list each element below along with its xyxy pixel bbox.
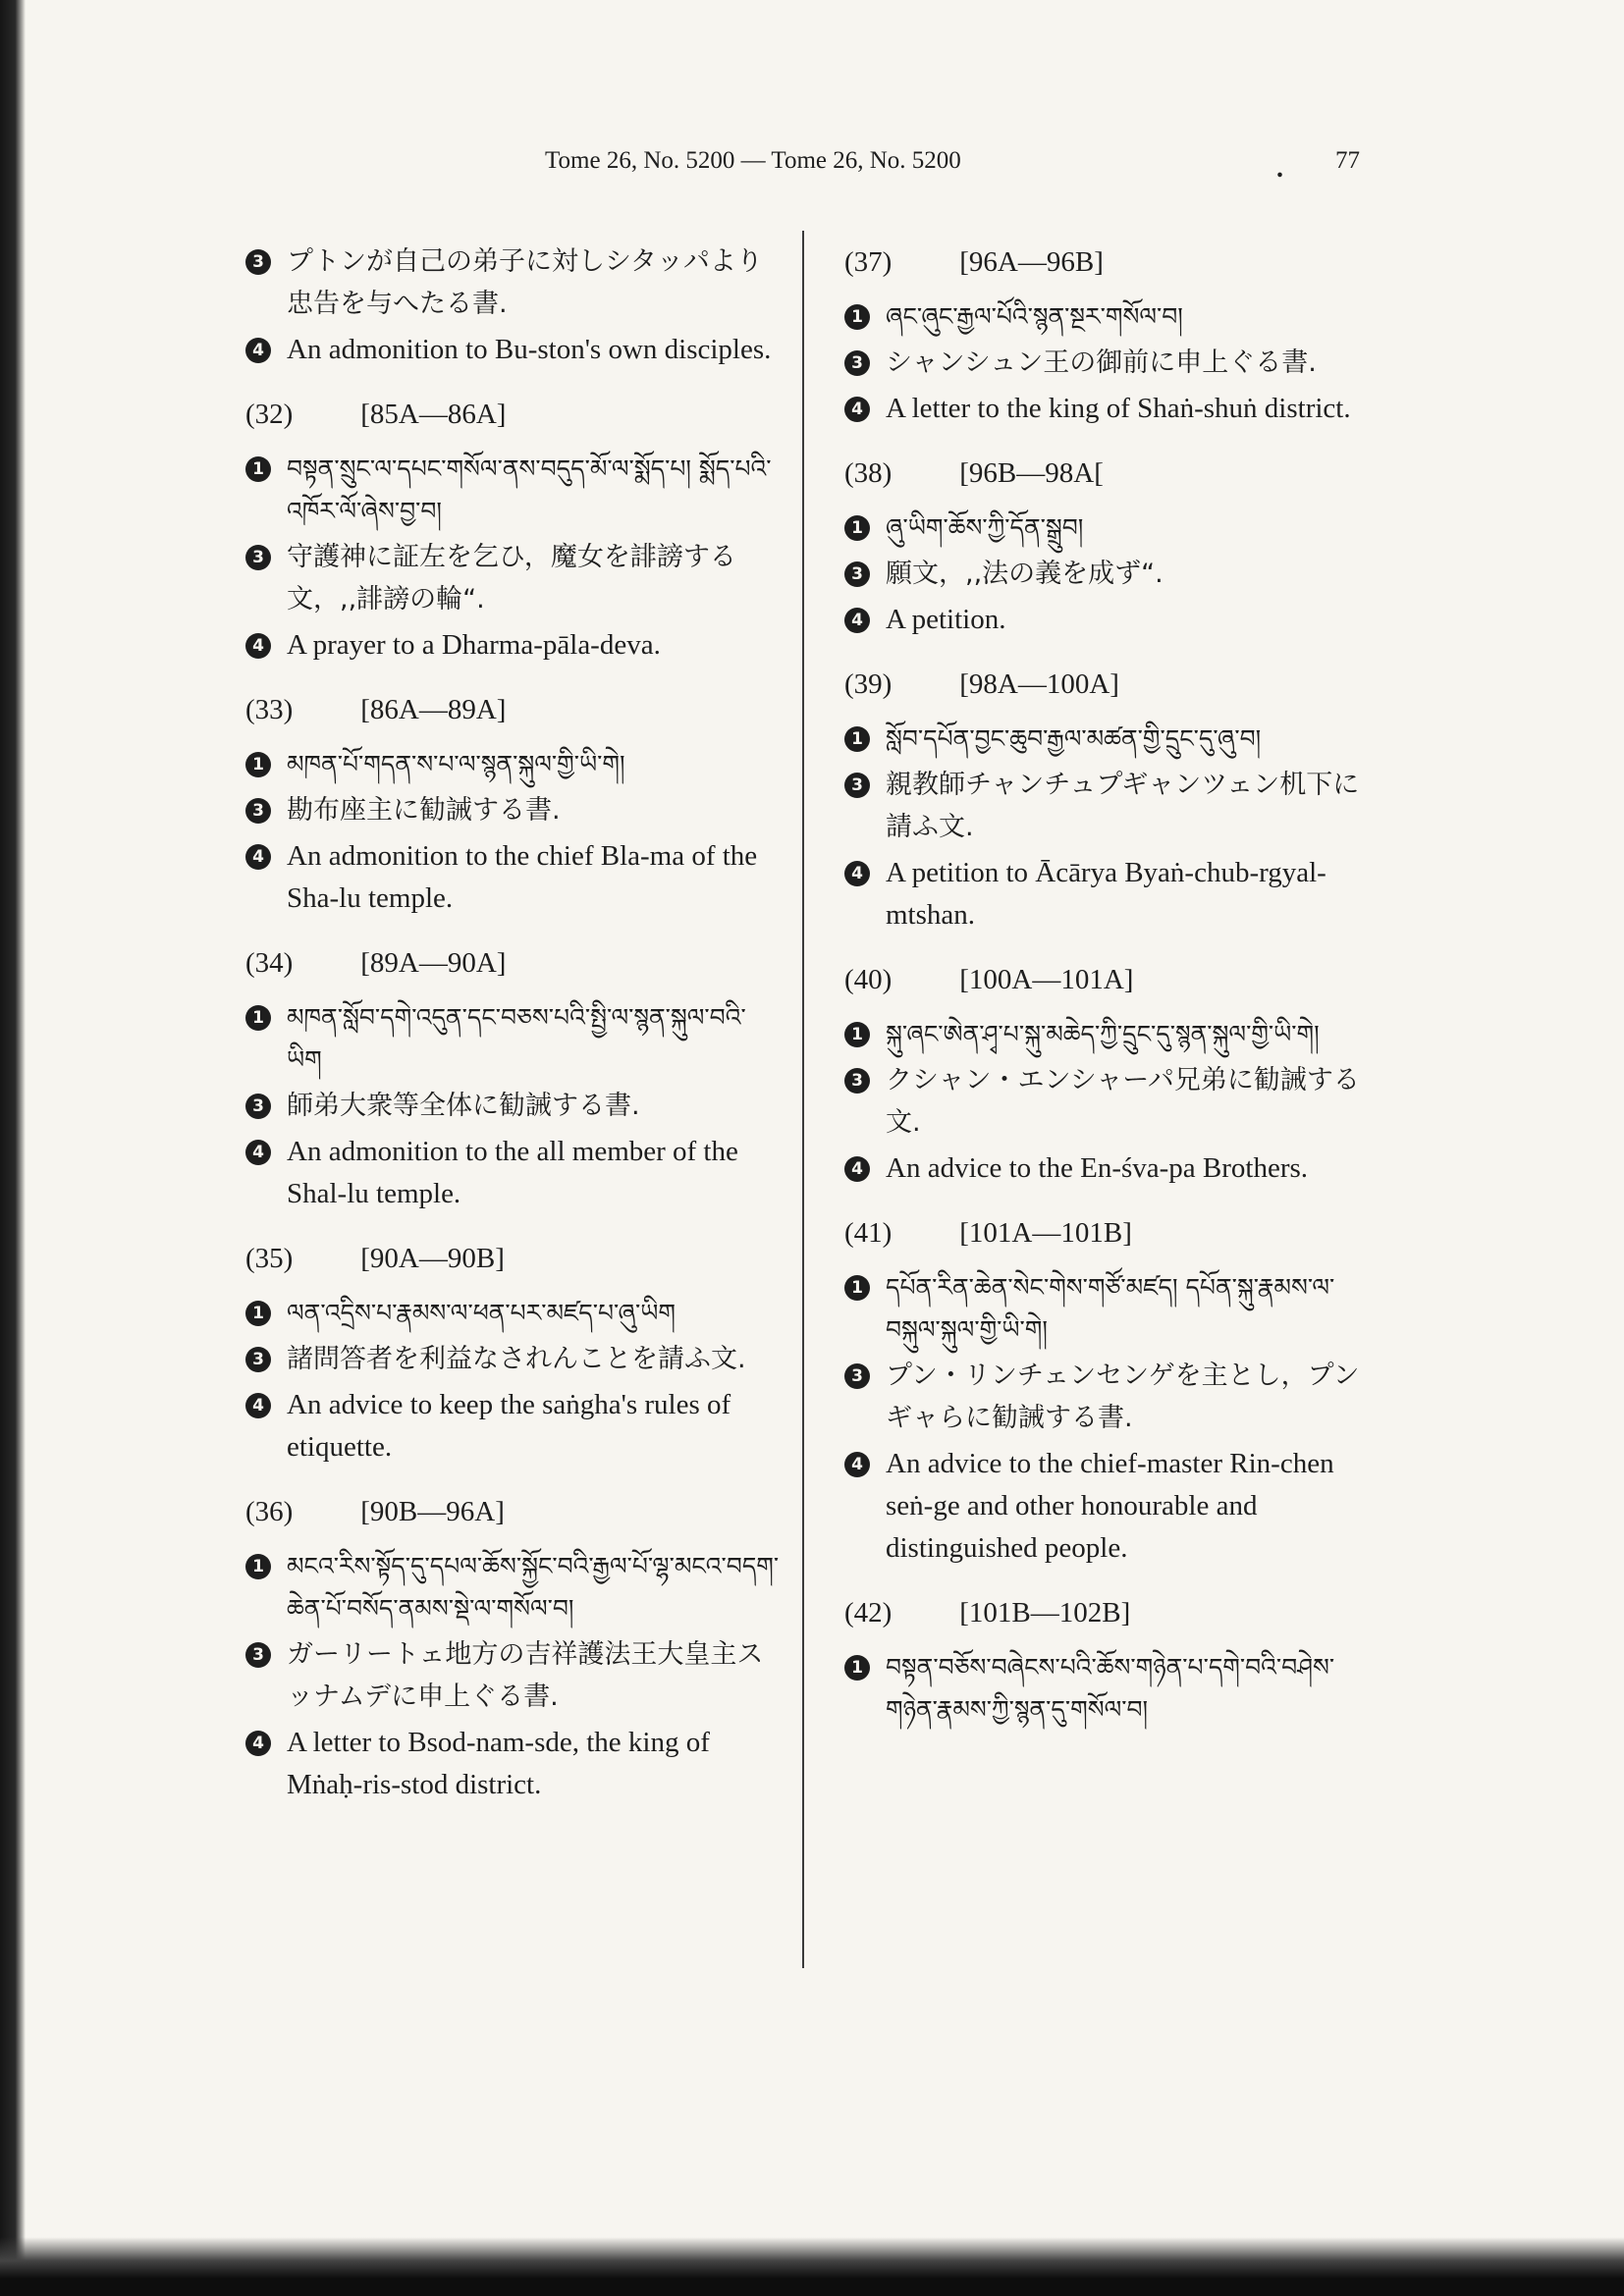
japanese-title [245, 1633, 781, 1718]
ink-dot: . [1276, 153, 1283, 184]
entry-heading [245, 688, 781, 731]
catalog-entry [844, 1211, 1380, 1570]
tibetan-text: མཁན་སློབ་དགེ་འདུན་དང་བཅས་པའི་སྤྱི་ལ་སྙན་སྐུལ་བའི་ཡིག [287, 1003, 746, 1074]
marker-3-icon: 3 [245, 545, 271, 570]
japanese-text: 守護神に証左を乞ひ，魔女を誹謗する文，,,誹謗の輪“. [287, 542, 736, 614]
catalog-entry [245, 1490, 781, 1806]
entry-number: (36) [245, 1496, 294, 1527]
japanese-text: 勘布座主に勧誡する書. [287, 795, 561, 826]
english-title [844, 388, 1380, 430]
catalog-entry [245, 941, 781, 1215]
marker-3-icon: 3 [245, 249, 271, 275]
tibetan-title [844, 1013, 1380, 1055]
tibetan-text: དཔོན་རིན་ཆེན་སེང་གེས་གཙོ་མཛད། དཔོན་སྐུ་རྣམས་ལ་བསྐུལ་སྐུལ་གྱི་ཡི་གེ། [886, 1273, 1335, 1344]
catalog-entry [844, 1591, 1380, 1731]
marker-4-icon: 4 [245, 1731, 271, 1756]
catalog-entry [844, 240, 1380, 430]
scan-edge-bottom [0, 2237, 1624, 2296]
tibetan-text: ལན་འདྲིས་པ་རྣམས་ལ་ཕན་པར་མཛད་པ་ཞུ་ཡིག [287, 1299, 677, 1327]
catalog-entry [844, 958, 1380, 1190]
marker-1-icon: 1 [844, 515, 870, 541]
english-title [245, 1384, 781, 1468]
folio-range: [101B—102B] [959, 1597, 1131, 1629]
english-title [844, 852, 1380, 936]
running-title: Tome 26, No. 5200 — Tome 26, No. 5200 [545, 147, 961, 174]
entry-number: (32) [245, 399, 294, 430]
tibetan-title [844, 718, 1380, 760]
folio-range: [100A—101A] [959, 964, 1134, 995]
entry-number: (39) [844, 668, 893, 700]
folio-range: [96A—96B] [959, 246, 1104, 278]
english-title [245, 835, 781, 920]
catalog-entry [245, 1237, 781, 1468]
catalog-entry [844, 663, 1380, 936]
english-title [245, 329, 781, 371]
tibetan-title [245, 996, 781, 1081]
marker-3-icon: 3 [245, 1642, 271, 1668]
left-column [245, 240, 781, 1828]
marker-1-icon: 1 [245, 1554, 271, 1579]
japanese-text: シャンシュン王の御前に申上ぐる書. [886, 347, 1317, 378]
entry-number: (37) [844, 246, 893, 278]
folio-range: [86A—89A] [360, 694, 507, 725]
tibetan-title [245, 1545, 781, 1629]
folio-range: [98A—100A] [959, 668, 1119, 700]
entry-heading [844, 1211, 1380, 1255]
marker-4-icon: 4 [245, 633, 271, 659]
japanese-title [245, 1338, 781, 1380]
japanese-text: ガーリートェ地方の吉祥護法王大皇主スッナムデに申上ぐる書. [287, 1639, 764, 1712]
english-text: An admonition to the all member of the Shal-lu temple. [287, 1136, 738, 1209]
entry-heading [245, 1237, 781, 1280]
column-divider [802, 231, 804, 1968]
entry-number: (38) [844, 457, 893, 489]
continuation-entry [245, 240, 781, 371]
tibetan-title [245, 743, 781, 785]
marker-4-icon: 4 [245, 1393, 271, 1418]
english-title [844, 599, 1380, 641]
japanese-title [844, 1355, 1380, 1439]
folio-range: [90B—96A] [360, 1496, 505, 1527]
entry-heading [245, 941, 781, 985]
japanese-title [844, 764, 1380, 848]
catalog-entry [844, 452, 1380, 641]
tibetan-title [245, 448, 781, 532]
folio-range: [96B—98A[ [959, 457, 1104, 489]
page-number: 77 [1335, 147, 1360, 174]
japanese-title [844, 553, 1380, 595]
japanese-text: プン・リンチェンセンゲを主とし，プンギャらに勧誡する書. [886, 1361, 1360, 1433]
entry-heading [844, 452, 1380, 495]
tibetan-text: བསྟན་བཅོས་བཞེངས་པའི་ཆོས་གཉེན་པ་དགེ་བའི་བཤེས་གཉེན་རྣམས་ཀྱི་སྙན་དུ་གསོལ་བ། [886, 1653, 1335, 1724]
marker-3-icon: 3 [844, 773, 870, 798]
english-title [245, 1722, 781, 1806]
marker-3-icon: 3 [245, 1094, 271, 1119]
marker-3-icon: 3 [844, 1363, 870, 1389]
tibetan-text: སྐུ་ཞང་ཨེན་ཤྭ་པ་སྐུ་མཆེད་ཀྱི་དྲུང་དུ་སྙན་སྐུལ་གྱི་ཡི་གེ། [886, 1020, 1320, 1048]
marker-3-icon: 3 [844, 350, 870, 376]
marker-4-icon: 4 [245, 338, 271, 363]
english-text: A petition. [886, 604, 1006, 635]
marker-3-icon: 3 [245, 798, 271, 824]
tibetan-title [844, 507, 1380, 549]
tibetan-title [844, 1266, 1380, 1351]
folio-range: [101A—101B] [959, 1217, 1132, 1249]
entry-heading [844, 663, 1380, 706]
english-title [844, 1148, 1380, 1190]
marker-1-icon: 1 [844, 304, 870, 330]
marker-1-icon: 1 [245, 456, 271, 482]
english-title [844, 1443, 1380, 1570]
catalog-entry [245, 688, 781, 920]
japanese-title [245, 536, 781, 620]
marker-4-icon: 4 [844, 1156, 870, 1182]
japanese-text: 親教師チャンチュプギャンツェン机下に請ふ文. [886, 770, 1360, 842]
english-text: An admonition to the chief Bla-ma of the Sha-lu temple. [287, 840, 758, 914]
tibetan-title [245, 1292, 781, 1334]
marker-4-icon: 4 [245, 844, 271, 870]
page-header [0, 147, 1624, 187]
english-text: An admonition to Bu-ston's own disciples. [287, 334, 772, 365]
marker-4-icon: 4 [844, 397, 870, 422]
marker-3-icon: 3 [844, 561, 870, 587]
entry-heading [844, 1591, 1380, 1634]
english-text: An advice to keep the saṅgha's rules of etiquette. [287, 1389, 731, 1463]
entry-number: (41) [844, 1217, 893, 1249]
japanese-title [245, 789, 781, 831]
folio-range: [85A—86A] [360, 399, 507, 430]
entry-number: (35) [245, 1243, 294, 1274]
marker-1-icon: 1 [245, 1301, 271, 1326]
catalog-entry [245, 393, 781, 667]
entry-heading [245, 393, 781, 436]
marker-1-icon: 1 [245, 752, 271, 777]
japanese-text: 願文，,,法の義を成ず“. [886, 559, 1164, 589]
entry-heading [245, 1490, 781, 1533]
tibetan-text: བསྟན་སྲུང་ལ་དཔང་གསོལ་ནས་བདུད་མོ་ལ་སྨོད་པ། སྨོད་པའི་འཁོར་ལོ་ཞེས་བྱ་བ། [287, 454, 772, 525]
right-column [844, 240, 1380, 1752]
marker-1-icon: 1 [245, 1005, 271, 1031]
marker-4-icon: 4 [844, 608, 870, 633]
english-text: A petition to Ācārya Byaṅ-chub-rgyal-mtshan. [886, 857, 1326, 931]
marker-3-icon: 3 [844, 1068, 870, 1094]
english-title [245, 624, 781, 667]
entry-number: (33) [245, 694, 294, 725]
japanese-title [245, 240, 781, 325]
japanese-title [844, 342, 1380, 384]
entry-number: (34) [245, 947, 294, 979]
tibetan-text: ཞང་ཞུང་རྒྱལ་པོའི་སྙན་སྔར་གསོལ་བ། [886, 302, 1183, 331]
folio-range: [90A—90B] [360, 1243, 505, 1274]
entry-heading [844, 240, 1380, 284]
marker-3-icon: 3 [245, 1347, 271, 1372]
tibetan-text: མངའ་རིས་སྟོད་དུ་དཔལ་ཆོས་སྐྱོང་བའི་རྒྱལ་པོ་ལྷ་མངའ་བདག་ཆེན་པོ་བསོད་ནམས་སྡེ་ལ་གསོལ་བ། [287, 1552, 780, 1623]
tibetan-text: ཞུ་ཡིག་ཆོས་ཀྱི་དོན་སྒྲུབ། [886, 513, 1084, 542]
marker-1-icon: 1 [844, 1275, 870, 1301]
entry-number: (40) [844, 964, 893, 995]
tibetan-title [844, 295, 1380, 338]
entry-number: (42) [844, 1597, 893, 1629]
japanese-text: プトンが自己の弟子に対しシタッパより忠告を与へたる書. [287, 246, 763, 319]
english-text: An advice to the En-śva-pa Brothers. [886, 1152, 1309, 1184]
japanese-title [245, 1085, 781, 1127]
tibetan-title [844, 1646, 1380, 1731]
tibetan-text: མཁན་པོ་གདན་ས་པ་ལ་སྙན་སྐུལ་གྱི་ཡི་གེ། [287, 750, 625, 778]
english-title [245, 1131, 781, 1215]
folio-range: [89A—90A] [360, 947, 507, 979]
english-text: A letter to Bsod-nam-sde, the king of Mṅaḥ-ris-stod district. [287, 1727, 710, 1800]
tibetan-text: སློབ་དཔོན་བྱང་ཆུབ་རྒྱལ་མཚན་གྱི་དྲུང་དུ་ཞུ་བ། [886, 724, 1262, 753]
japanese-title [844, 1059, 1380, 1144]
marker-1-icon: 1 [844, 726, 870, 752]
japanese-text: クシャン・エンシャーパ兄弟に勧誡する文. [886, 1065, 1360, 1138]
marker-4-icon: 4 [844, 1452, 870, 1477]
marker-1-icon: 1 [844, 1022, 870, 1047]
marker-1-icon: 1 [844, 1655, 870, 1681]
japanese-text: 諸問答者を利益なされんことを請ふ文. [287, 1344, 746, 1374]
marker-4-icon: 4 [245, 1140, 271, 1165]
marker-4-icon: 4 [844, 861, 870, 886]
entry-heading [844, 958, 1380, 1001]
scan-edge-left [0, 0, 26, 2296]
japanese-text: 師弟大衆等全体に勧誡する書. [287, 1091, 640, 1121]
english-text: A prayer to a Dharma-pāla-deva. [287, 629, 661, 661]
english-text: A letter to the king of Shaṅ-shuṅ district. [886, 393, 1351, 424]
english-text: An advice to the chief-master Rin-chen seṅ-ge and other honourable and distinguished people. [886, 1448, 1334, 1564]
